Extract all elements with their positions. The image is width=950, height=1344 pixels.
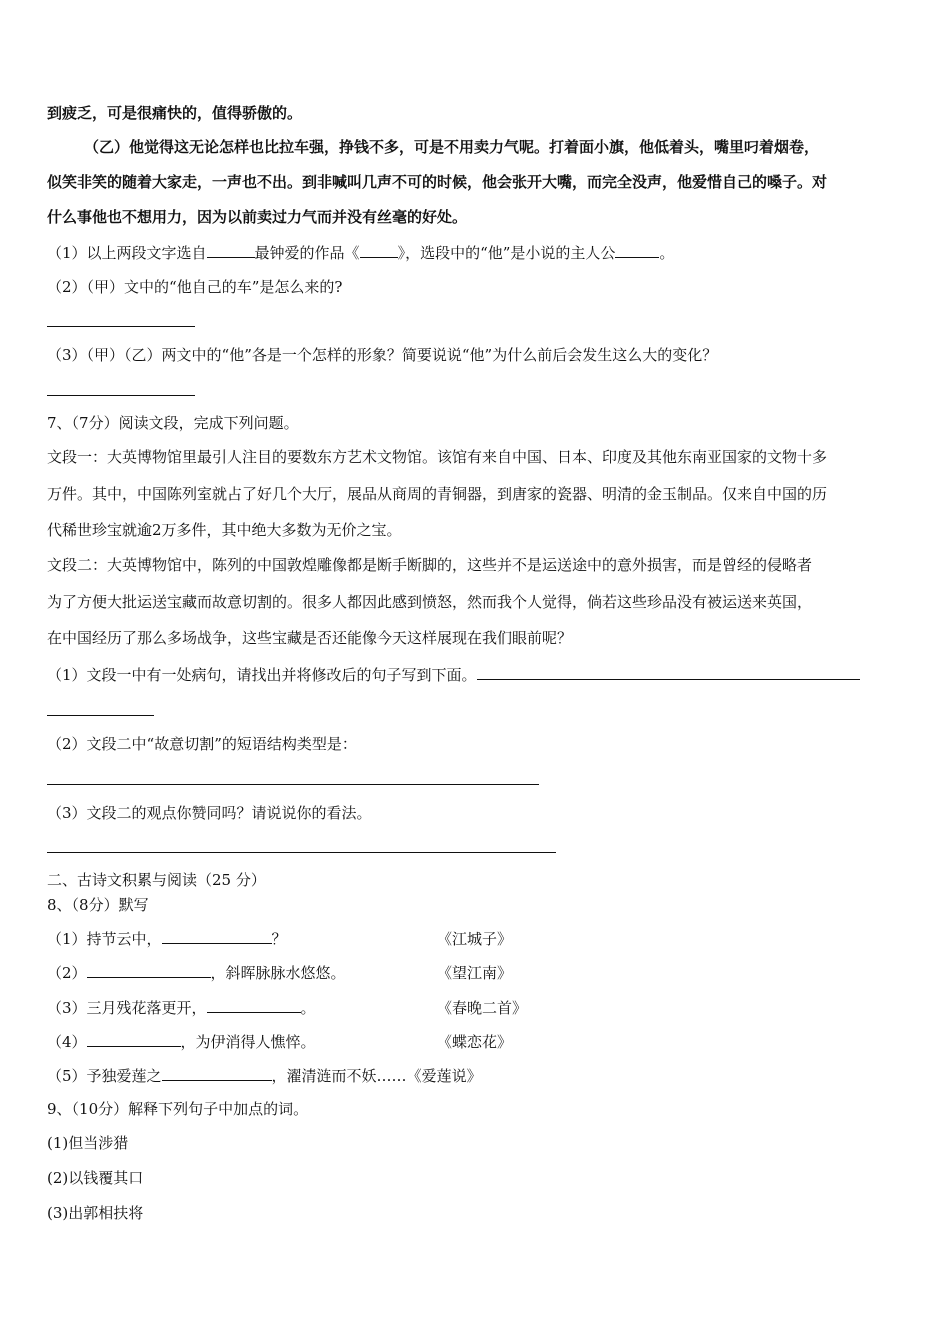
answer-line[interactable] xyxy=(47,395,195,396)
section-heading: 二、古诗文积累与阅读（25 分） xyxy=(47,871,266,889)
answer-blank-title[interactable] xyxy=(360,242,398,258)
q9-item: (2)以钱覆其口 xyxy=(47,1169,144,1187)
q7-sub3: （3）文段二的观点你赞同吗？请说说你的看法。 xyxy=(47,804,372,822)
answer-blank[interactable] xyxy=(162,928,272,944)
answer-line[interactable] xyxy=(47,852,556,853)
answer-blank[interactable] xyxy=(87,1031,181,1047)
q9-heading: 9、（10分）解释下列句子中加点的词。 xyxy=(47,1100,309,1118)
q7-wd2-line: 在中国经历了那么多场战争，这些宝藏是否还能像今天这样展现在我们眼前呢？ xyxy=(47,629,573,647)
answer-blank[interactable] xyxy=(87,962,211,978)
q7-wd2-line: 文段二：大英博物馆中，陈列的中国敦煌雕像都是断手断脚的，这些并不是运送途中的意外损害，而是曾经的侵略者 xyxy=(47,556,813,574)
q8-item: （4） ，为伊消得人憔悴。 《蝶恋花》 xyxy=(47,1033,513,1051)
q7-wd2-line: 为了方便大批运送宝藏而故意切割的。很多人都因此感到愤怒，然而我个人觉得，倘若这些珍品没有被运送来英国， xyxy=(47,593,813,611)
q7-wd1-line: 文段一：大英博物馆里最引人注目的要数东方艺术文物馆。该馆有来自中国、日本、印度及其他东南亚国家的文物十多 xyxy=(47,448,828,466)
q8-item: （2） ，斜晖脉脉水悠悠。 《望江南》 xyxy=(47,964,513,982)
q7-heading: 7、（7分）阅读文段，完成下列问题。 xyxy=(47,414,299,432)
answer-blank[interactable] xyxy=(477,664,860,680)
passage-yi-line: 什么事他也不想用力，因为以前卖过力气而并没有丝毫的好处。 xyxy=(47,208,468,226)
answer-blank-author[interactable] xyxy=(207,242,255,258)
answer-line[interactable] xyxy=(47,784,539,785)
answer-blank[interactable] xyxy=(162,1065,272,1081)
q9-item: (1)但当涉猎 xyxy=(47,1134,129,1152)
q9-item: (3)出郭相扶将 xyxy=(47,1204,144,1222)
q8-item: （1）持节云中， ？ 《江城子》 xyxy=(47,930,513,948)
passage-yi-line: 似笑非笑的随着大家走，一声也不出。到非喊叫几声不可的时候，他会张开大嘴，而完全没声，他爱惜自己的嗓子。对 xyxy=(47,173,828,191)
q6-sub2: （2）（甲）文中的“他自己的车”是怎么来的? xyxy=(47,278,343,296)
q8-item: （5）予独爱莲之 ，濯清涟而不妖……《爱莲说》 xyxy=(47,1067,482,1085)
answer-line[interactable] xyxy=(47,326,195,327)
passage-yi-line: （乙）他觉得这无论怎样也比拉车强，挣钱不多，可是不用卖力气呢。打着面小旗，他低着头，嘴里叼着烟卷， xyxy=(84,138,820,156)
passage-jia-tail: 到疲乏，可是很痛快的，值得骄傲的。 xyxy=(47,104,303,122)
answer-blank[interactable] xyxy=(207,997,301,1013)
q7-sub1: （1）文段一中有一处病句，请找出并将修改后的句子写到下面。 xyxy=(47,664,860,685)
answer-blank-protagonist[interactable] xyxy=(615,242,659,258)
answer-line[interactable] xyxy=(47,715,154,716)
q6-sub3: （3）（甲）（乙）两文中的“他”各是一个怎样的形象？简要说说“他”为什么前后会发生这么大的变化？ xyxy=(47,346,718,364)
q7-wd1-line: 代稀世珍宝就逾2万多件，其中绝大多数为无价之宝。 xyxy=(47,521,402,539)
q6-sub1: （1）以上两段文字选自 最钟爱的作品《 》，选段中的“他”是小说的主人公 。 xyxy=(47,244,675,262)
q8-item: （3）三月残花落更开， 。 《春晚二首》 xyxy=(47,999,528,1017)
q8-heading: 8、（8分）默写 xyxy=(47,896,149,914)
q7-wd1-line: 万件。其中，中国陈列室就占了好几个大厅，展品从商周的青铜器，到唐家的瓷器、明清的金玉制品。仅来自中国的历 xyxy=(47,485,828,503)
q7-sub2: （2）文段二中“故意切割”的短语结构类型是： xyxy=(47,735,357,753)
